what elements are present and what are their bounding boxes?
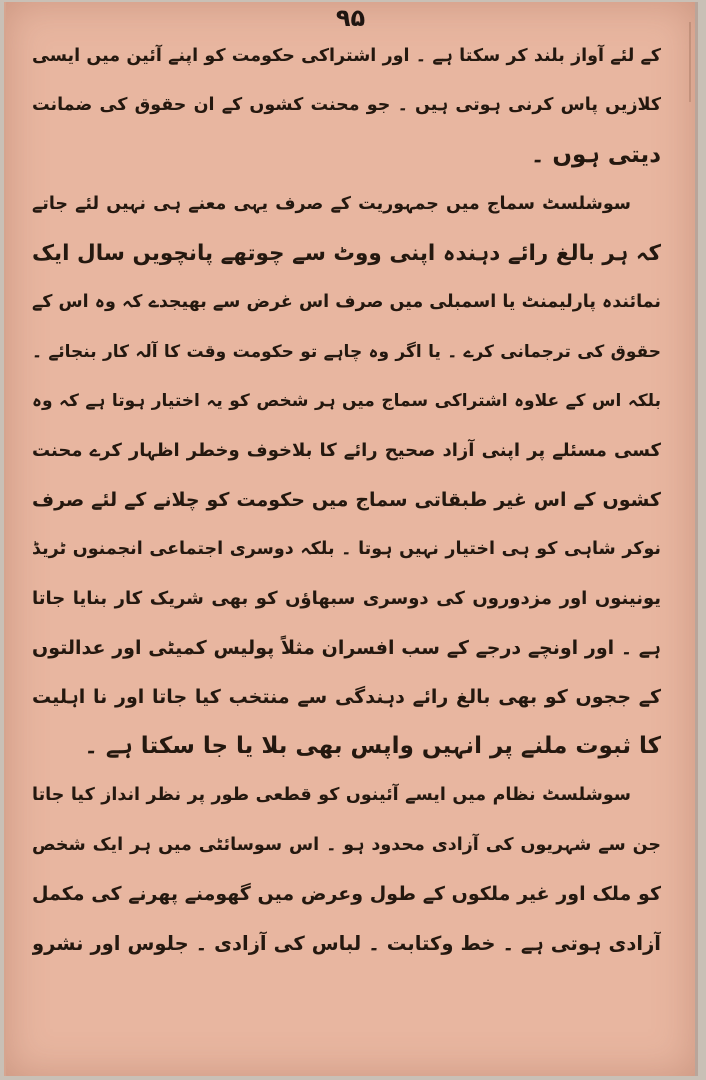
text-line: یونینوں اور مزدوروں کی دوسری سبھاؤں کو بھی شریک کار بنایا جاتا [32, 588, 661, 610]
text-line: کلازیں پاس کرنی ہوتی ہیں ۔ جو محنت کشوں کے ان حقوق کی ضمانت [32, 95, 661, 116]
text-line: نمائندہ پارلیمنٹ یا اسمبلی میں صرف اس غرض سے بھیجدے کہ وہ اس کے [32, 292, 661, 313]
body-text [32, 32, 661, 969]
text-line: نوکر شاہی کو ہی اختیار نہیں ہوتا ۔ بلکہ دوسری اجتماعی انجمنوں ٹریڈ [32, 538, 661, 559]
text-line: سوشلسٹ نظام میں ایسے آئینوں کو قطعی طور پر نظر انداز کیا جاتا [32, 785, 631, 806]
text-line: جن سے شہریوں کی آزادی محدود ہو ۔ اس سوسائٹی میں ہر ایک شخص [32, 834, 661, 855]
text-line: کے لئے آواز بلند کر سکتا ہے ۔ اور اشتراکی حکومت کو اپنے آئین میں ایسی [32, 46, 661, 66]
text-line: کا ثبوت ملنے پر انہیں واپس بھی بلا یا جا سکتا ہے ۔ [84, 733, 661, 760]
text-line: حقوق کی ترجمانی کرے ۔ یا اگر وہ چاہے تو حکومت وقت کا آلہ کار بنجائے ۔ [32, 341, 661, 362]
text-line: ہے ۔ اور اونچے درجے کے سب افسران مثلاً پولیس کمیٹی اور عدالتوں [32, 636, 661, 659]
page-edge-shadow [689, 22, 691, 102]
text-line: کسی مسئلے پر اپنی آزاد صحیح رائے کا بلاخوف وخطر اظہار کرے محنت [32, 440, 661, 462]
page-number: ۹۵ [335, 4, 366, 32]
book-page [4, 2, 698, 1076]
text-line: دیتی ہوں ۔ [530, 141, 661, 168]
text-line: کہ ہر بالغ رائے دہندہ اپنی ووٹ سے چوتھے پانچویں سال ایک [32, 241, 661, 267]
text-line: کے ججوں کو بھی بالغ رائے دہندگی سے منتخب کیا جاتا اور نا اہلیت [32, 685, 661, 708]
text-line: سوشلسٹ سماج میں جمہوریت کے صرف یہی معنے ہی نہیں لئے جاتے [32, 193, 631, 214]
text-line: بلکہ اس کے علاوہ اشتراکی سماج میں ہر شخص کو یہ اختیار ہوتا ہے کہ وہ [32, 391, 661, 412]
text-line: کو ملک اور غیر ملکوں کے طول وعرض میں گھومنے پھرنے کی مکمل [32, 883, 661, 906]
text-line: کشوں کے اس غیر طبقاتی سماج میں حکومت کو چلانے کے لئے صرف [32, 488, 661, 511]
text-line: آزادی ہوتی ہے ۔ خط وکتابت ۔ لباس کی آزادی ۔ جلوس اور نشرو [32, 932, 661, 956]
